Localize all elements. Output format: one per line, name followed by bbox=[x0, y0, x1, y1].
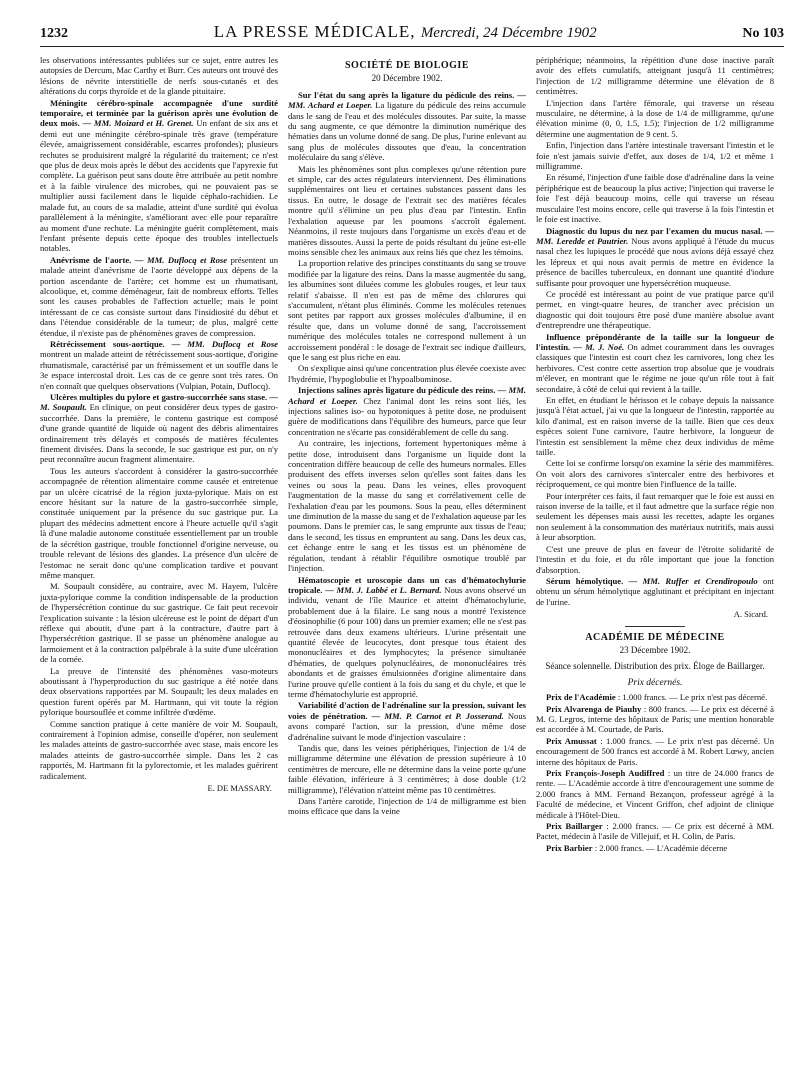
paragraph-text: les observations intéressantes publiées sur ce sujet, entre autres les autopsies de Dercum, Mac Carthy et Burr. Ces auteurs ont trouvé des lésions de névrite interstitielle de nerfs sous-cutanés et des altérations du corps thyroïde et de la glande pituitaire. bbox=[40, 55, 278, 97]
article-authors: — MM. J. Labbé et L. Bernard. bbox=[325, 584, 442, 595]
paragraph-text: C'est une preuve de plus en faveur de l'étroite solidarité de l'intestin et du foie, et du rôle important que joue la fonction d'absorption. bbox=[536, 543, 774, 575]
article-title: Sur l'état du sang après la ligature du pédicule des reins. bbox=[298, 89, 515, 100]
paragraph-text: Nous avons comparé l'action, sur la pression, d'une même dose d'adrénaline suivant le mode d'injection vasculaire : bbox=[288, 710, 526, 742]
paragraph-text: Mais les phénomènes sont plus complexes qu'une rétention pure et simple, car des actes régulateurs interviennent. Des éliminations supplémentaires ont lieu et certaines substances passent dans les tissus. En outre, le dosage de l'extrait sec des matières fécales montre qu'il s'élimine un peu plus d'eau par l'intestin. Enfin l'exhalation aqueuse par les poumons s'accroît également. Néanmoins, il reste toujours dans l'organisme un excès d'eau et de matières dissoutes. Aussi la perte de poids résultant du jeûne est-elle moins sensible chez les animaux aux reins liés que chez les témoins. bbox=[288, 163, 526, 257]
article-paragraph bbox=[40, 255, 278, 338]
column-3-body bbox=[536, 55, 774, 607]
article-authors: — MM. Achard et Loeper. bbox=[288, 89, 526, 111]
paragraph-text: On s'explique ainsi qu'une concentration plus élevée coexiste avec l'hydrémie, l'hypoglobulie et l'hypoalbuminose. bbox=[288, 363, 526, 384]
columns bbox=[40, 55, 784, 1075]
paragraph bbox=[536, 289, 774, 331]
article-paragraph bbox=[536, 576, 774, 607]
article-title: Influence prépondérante de la taille sur la longueur de l'intestin. bbox=[536, 331, 774, 352]
paragraph bbox=[536, 458, 774, 489]
paragraph bbox=[40, 666, 278, 718]
section-subtitle: Séance solennelle. Distribution des prix. Éloge de Baillarger. bbox=[545, 661, 765, 672]
paragraph-text: M. Soupault considère, au contraire, avec M. Hayem, l'ulcère juxta-pylorique comme la condition indispensable de la production de l'hypersécrétion continue du suc gastrique. Ce fait peut recevoir l'explication suivante : la lésion ulcéreuse est le point de départ d'un réflexe qui aboutit, d'une part à la contracture, d'autre part à l'hypersécrétion gastrique. Il se passe un phénomène analogue au larmoiement et à la contraction palpébrale à la suite d'une ulcération de la cornée. bbox=[40, 581, 278, 665]
paragraph bbox=[40, 719, 278, 781]
divider bbox=[625, 626, 685, 627]
page-number: 1232 bbox=[40, 26, 68, 41]
paragraph bbox=[536, 172, 774, 224]
article-paragraph bbox=[40, 392, 278, 465]
article-title: Injections salines après ligature du pédicule des reins. bbox=[298, 385, 496, 396]
article-paragraph bbox=[40, 98, 278, 254]
paragraph bbox=[40, 55, 278, 97]
article-title: Ulcères multiples du pylore et gastro-succorrhée sans stase. bbox=[50, 392, 268, 402]
paragraph-text: périphérique; néanmoins, la répétition d'une dose inactive paraît avoir des effets cumulatifs, atteignant jusqu'à 11 centimètres; l'injection de 1/2 milligramme détermine une élévation de 8 centimètres. bbox=[536, 55, 774, 97]
prize-text: : 1.000 francs. — Le prix n'est pas décerné. Un encouragement de 500 francs est accordé à M. Robert Lœwy, ancien interne des hôpitaux de Paris. bbox=[536, 735, 774, 767]
journal-title bbox=[214, 22, 597, 42]
paragraph-text: Nous avons appliqué à l'étude du mucus nasal chez les lupiques le procédé que nous avions déjà essayé chez les lépreux et qui nous avait permis de mettre en évidence la présence de bacilles tuberculeux, en donnant une quantité d'iodure suffisante pour provoquer une hypersécrétion muqueuse. bbox=[536, 235, 774, 288]
prize-text: : 800 francs. — Le prix est décerné à M. G. Legros, interne des hôpitaux de Paris; une mention honorable est accordée à M. Courtade, de Paris. bbox=[536, 703, 774, 735]
paragraph-text: La preuve de l'intensité des phénomènes vaso-moteurs aboutissant à l'hyperproduction du suc gastrique a été notée dans deux observations rapportées par M. Soupault; les deux malades en question furent opérés par M. Hartmann, qui vit toute la région pylorique boursouflée et comme infiltrée d'œdème. bbox=[40, 665, 278, 718]
article-title: Anévrisme de l'aorte. bbox=[50, 254, 132, 265]
prize-entry bbox=[536, 768, 774, 820]
prize-name: Prix Alvarenga de Piauhy bbox=[546, 703, 642, 714]
paragraph-text: Dans l'artère carotide, l'injection de 1/4 de milligramme est bien moins efficace que dans la veine bbox=[288, 796, 526, 817]
paragraph bbox=[536, 491, 774, 543]
paragraph bbox=[40, 581, 278, 664]
article-paragraph bbox=[40, 339, 278, 391]
paragraph-text: ont obtenu un sérum hémolytique agglutinant et précipitant en injectant de l'urine. bbox=[536, 575, 774, 607]
article-paragraph bbox=[536, 226, 774, 288]
paragraph-text: L'injection dans l'artère fémorale, qui traverse un réseau musculaire, ne détermine, à la dose de 1/4 de milligramme, qu'une élévation minime (0, 0, 1.5, 1.5); l'injection de 1/2 milligramme détermine une augmentation de 9 cent. 5. bbox=[536, 97, 774, 139]
signature: E. DE MASSARY. bbox=[207, 783, 272, 794]
paragraph bbox=[536, 98, 774, 140]
signature: A. Sicard. bbox=[733, 609, 768, 620]
article-paragraph bbox=[288, 90, 526, 163]
article-title: Variabilité d'action de l'adrénaline sur la pression, suivant les voies de pénétration. bbox=[288, 700, 526, 721]
prize-name: Prix Baillarger bbox=[546, 821, 603, 832]
article-title: Hématoscopie et uroscopie dans un cas d'hématochylurie tropicale. bbox=[288, 574, 526, 595]
article-title: Méningite cérébro-spinale accompagnée d'une surdité temporaire, et terminée par la guérison après une évolution de deux mois. bbox=[40, 97, 278, 129]
section-title: SOCIÉTÉ DE BIOLOGIE bbox=[345, 60, 469, 71]
paragraph bbox=[288, 363, 526, 384]
paragraph-text: On admet couramment dans les ouvrages classiques que l'intestin est court chez les carnivores, long chez les herbivores. C'est contre cette assertion trop absolue que je voudrais m'élever, en montrant que le régime ne joue qu'un rôle tout à fait secondaire, à côté de celui qui revient à la taille. bbox=[536, 341, 774, 394]
article-authors: — MM. Duflocq et Rose bbox=[134, 254, 228, 265]
prize-name: Prix de l'Académie bbox=[546, 692, 616, 703]
paragraph-text: Tous les auteurs s'accordent à considérer la gastro-succorrhée accompagnée de rétention alimentaire comme causée et entretenue par un ulcère cicatrisé de la région juxta-pylorique. Mais on est encore hésitant sur la nature de la gastro-succorrhée simple, constituée uniquement par la présence du suc gastrique pur. La plupart des médecins admettent encore à l'heure actuelle qu'il s'agit là d'une maladie autonome constituée essentiellement par un trouble de la sécrétion gastrique, trouble fonctionnel d'origine nerveuse, ou trouble relevant de lésions des glandes. La présence d'un ulcère de l'estomac ne serait donc qu'une complication tardive et pouvant même manquer. bbox=[40, 465, 278, 580]
paragraph-text: La ligature du pédicule des reins accumule dans le sang de l'eau et des molécules dissoutes. Par suite, la masse du sang augmente, ce que démontre la diminution numérique des hématies dans un volume donné de sang. De plus, l'urine enlevant au sang plus de molécules dissoutes que d'eau, la concentration moléculaire du sang s'élève. bbox=[288, 100, 526, 163]
article-authors: — MM. Leredde et Pautrier. bbox=[536, 225, 774, 246]
paragraph bbox=[536, 544, 774, 575]
prize-text: : 2.000 francs. — Ce prix est décerné à MM. Pactet, médecin à l'asile de Villejuif, et H. Colin, de Paris. bbox=[536, 821, 774, 842]
prize-list bbox=[536, 692, 774, 853]
issue-number: No 103 bbox=[742, 26, 784, 41]
article-authors: — MM. Moizard et H. Grenet. bbox=[82, 118, 194, 129]
article-authors: — MM. Achard et Loeper. bbox=[288, 385, 526, 406]
prize-text: : 2.000 francs. — L'Académie décerne bbox=[592, 842, 728, 853]
paragraph bbox=[536, 55, 774, 97]
paragraph-text: Au contraire, les injections, fortement hypertoniques même à petite dose, introduisent dans l'organisme un liquide dont la concentration diffère beaucoup de celle des humeurs normales. Elles produisent des effets inverses selon qu'elles sont faites dans les veines ou sous la peau. Dans les veines, elles provoquent l'augmentation de la masse du sang et corrélativement celle de l'exhalation d'eau par les poumons. Sous la peau, elles déterminent une diminution de la masse du sang et de l'exhalation aqueuse par les poumons. Dans le premier cas, le sang emprunte aux tissus de l'eau; dans le second, les tissus en empruntent au sang. Dans les deux cas, cet échange entre le sang et les tissus est un phénomène de régulation, tendant à rétablir l'équilibre osmotique troublé par l'injection. bbox=[288, 438, 526, 574]
paragraph-text: En effet, en étudiant le hérisson et le cobaye depuis la naissance jusqu'à l'état actuel, j'ai vu que la longueur de l'intestin, rapportée au kilo d'animal, est en raison inverse de la taille. Bien que ces deux espèces soient l'une carnivore, l'autre herbivore, la longueur de l'intestin est sensiblement la même chez deux individus de même taille. bbox=[536, 395, 774, 458]
paragraph-text: Cette loi se confirme lorsqu'on examine la série des mammifères. On voit alors des carnivores s'intercaler entre des herbivores et réciproquement, ce qui montre bien l'influence de la taille. bbox=[536, 458, 774, 490]
paragraph-text: Tandis que, dans les veines périphériques, l'injection de 1/4 de milligramme détermine une élévation de pression supérieure à 10 centimètres de mercure, elle ne détermine dans la veine porte qu'une faible élévation, inférieure à 3 centimètres; à dose double (1/2 milligramme), l'élévation n'atteint même pas 10 centimètres. bbox=[288, 743, 526, 795]
prize-name: Prix François-Joseph Audiffred bbox=[546, 768, 665, 778]
article-title: Sérum hémolytique. bbox=[546, 575, 624, 586]
prize-name: Prix Barbier bbox=[546, 842, 593, 853]
paragraph bbox=[288, 258, 526, 362]
column-3 bbox=[536, 55, 774, 1075]
paragraph-text: Nous avons observé un individu, venant de l'île Maurice et atteint d'hématochylurie, probablement due à la filaire. Le sang nous a montré l'existence d'éosinophilie (6 pour 100) dans un premier examen; elle ne s'est pas retrouvée dans deux examens ultérieurs. L'urine présentait une quantité élevée de leucocytes, dont presque tous étaient des mononucléaires et des lymphocytes; la présence simultanée d'hématies, de quelques polynucléaires, de mononucléaires très abondants et de graisses émulsionnées d'origine alimentaire dans l'urine prouve qu'elle contient à la fois du sang et du chyle, et que le terme d'hématochylurie est approprié. bbox=[288, 584, 526, 699]
prize-entry bbox=[536, 843, 774, 853]
paragraph-text: Pour interpréter ces faits, il faut remarquer que le foie est aussi en raison inverse de la taille, et il faut admettre que la surface régie non seulement les dépenses mais aussi les recettes, adapte les organes non seulement à la consommation des matériaux nutritifs, mais aussi à leur absorption. bbox=[536, 490, 774, 543]
article-authors: — MM. Duflocq et Rose bbox=[171, 338, 278, 349]
paragraph-text: La proportion relative des principes constituants du sang se trouve modifiée par la ligature des reins. Dans la masse augmentée du sang, les albumines sont diluées comme les globules rouges, et leur taux relatif s'abaisse. Il n'en est pas de même des chlorures qui s'accumulent, n'étant plus éliminés. Comme les molécules retenues sont petites par rapport aux grosses molécules d'albumine, il en résulte que, dans un volume donné de sang, l'accroissement numérique des molécules totales ne correspond nullement à un accroissement pondéral : le dosage de l'extrait sec indique d'ailleurs, que le sang est plus riche en eau. bbox=[288, 258, 526, 362]
masthead bbox=[40, 22, 784, 47]
article-title: Diagnostic du lupus du nez par l'examen du mucus nasal. bbox=[546, 225, 763, 236]
paragraph bbox=[536, 395, 774, 457]
paragraph-text: En résumé, l'injection d'une faible dose d'adrénaline dans la veine périphérique est de beaucoup la plus active; l'injection qui traverse le foie l'est déjà beaucoup moins, celle qui traverse un réseau musculaire l'est moins encore, celle qui traverse à la fois l'intestin et le foie est inactive. bbox=[536, 172, 774, 225]
paragraph bbox=[288, 164, 526, 258]
section-date: 23 Décembre 1902. bbox=[619, 644, 691, 655]
article-authors: — MM. Ruffer et Crendiropoulo bbox=[628, 575, 758, 586]
prize-entry bbox=[536, 821, 774, 842]
column-1 bbox=[40, 55, 278, 1075]
column-2-body bbox=[288, 90, 526, 817]
article-title: Rétrécissement sous-aortique. bbox=[50, 338, 165, 349]
paragraph bbox=[288, 743, 526, 795]
prize-entry bbox=[536, 704, 774, 735]
paragraph-text: montrent un malade atteint de rétrécissement sous-aortique, d'origine rhumatismale, caractérisé par un frémissement et un souffle dans le 3e espace intercostal droit. Les cas de ce genre sont très rares. On n'en connaît que quelques observations (Vulpian, Potain, Duflocq). bbox=[40, 349, 278, 391]
prize-text: : 1.000 francs. — Le prix n'est pas décerné. bbox=[615, 692, 768, 703]
prize-text: : un titre de 24.000 francs de rente. — L'Académie accorde à titre d'encouragement une somme de 2.000 francs à MM. Fernand Bezançon, professeur agrégé à la Faculté de médecine, et Vincent Griffon, chef adjoint de clinique médicale à l'Hôtel-Dieu. bbox=[536, 768, 774, 820]
section-title: ACADÉMIE DE MÉDECINE bbox=[585, 631, 725, 643]
article-authors: — M. J. Noé. bbox=[573, 341, 625, 352]
paragraph-text: présentent un malade atteint d'anévrisme de l'aorte développé aux dépens de la portion ascendante de l'artère; cet homme est un rhumatisant, alcoolique, et, comme déménageur, fait de nombreux efforts. Telles sont les causes probables de l'affection actuelle; mais le point intéressant de ce cas consiste surtout dans l'insidiosité du début et dans l'étendue considérable de la tumeur; de plus, malgré cette étendue, il n'existe pas de phénomènes graves de compression. bbox=[40, 254, 278, 338]
paragraph-text: Chez l'animal dont les reins sont liés, les injections salines iso- ou hypotoniques à petite dose, ne produisent guère de modifications dans l'équilibre des humeurs, parce que leur concentration ne s'écarte pas considérablement de celle du sang. bbox=[288, 395, 526, 437]
paragraph bbox=[288, 438, 526, 573]
article-paragraph bbox=[288, 700, 526, 742]
article-paragraph bbox=[536, 332, 774, 394]
article-authors: — MM. P. Carnot et P. Josserand. bbox=[371, 710, 504, 721]
column-2 bbox=[288, 55, 526, 1075]
section-date: 20 Décembre 1902. bbox=[371, 73, 443, 84]
paragraph-text: En clinique, on peut considérer deux types de gastro-succorrhée. Dans la première, le contenu gastrique est composé d'une grande quantité de liquide où nagent des débris alimentaires ordinairement très délayés et composés de matières féculentes finement divisées. Dans la seconde, le suc gastrique est pur, on n'y peut reconnaître aucun fragment alimentaire. bbox=[40, 402, 278, 465]
paragraph-text: Enfin, l'injection dans l'artère intestinale traversant l'intestin et le foie n'est jamais suivie d'effet, aux doses de 1/4, 1/2 et même 1 milligramme. bbox=[536, 140, 774, 172]
paragraph bbox=[536, 140, 774, 171]
paragraph-text: Ce procédé est intéressant au point de vue pratique parce qu'il permet, en vingt-quatre heures, de trancher avec précision un diagnostic qui doit toujours être posé d'une manière absolue avant d'entreprendre une thérapeutique. bbox=[536, 288, 774, 331]
article-paragraph bbox=[288, 575, 526, 700]
paragraph bbox=[40, 466, 278, 580]
prize-name: Prix Amussat bbox=[546, 735, 597, 746]
paragraph bbox=[288, 796, 526, 817]
paragraph-text: Comme sanction pratique à cette manière de voir M. Soupault, contrairement à l'opinion admise, conseille d'opérer, non seulement les malades atteints de gastro-succorrhée avec stase, mais encore les malades atteints de gastro-succorrhée simple. Dans les 2 cas rapportés, M. Hartmann fit la pylorectomie, et les malades guérirent radicalement. bbox=[40, 718, 278, 781]
issue-date: Mercredi, 24 Décembre 1902 bbox=[420, 25, 597, 41]
article-paragraph bbox=[288, 385, 526, 437]
prizes-heading: Prix décernés. bbox=[627, 677, 683, 688]
article-authors: — M. Soupault. bbox=[40, 392, 278, 413]
journal-name: LA PRESSE MÉDICALE, bbox=[213, 22, 416, 41]
paragraph-text: Un enfant de six ans et demi eut une méningite cérébro-spinale très grave (température élevée, amaigrissement considérable, escarres profondes); plusieurs rechutes se produisirent malgré la régularité du traitement; ce n'est que plus de deux mois après le début des accidents que l'apyrexie fut complète. La guérison peut sans doute être attribuée au petit nombre et à la faible virulence des microbes, qui ne pouvaient pas se multiplier aussi facilement dans le liquide céphalo-rachidien. Le malade fut, au cours de sa maladie, atteint d'une surdité qui évolua parallèlement à la méningite, s'améliorant avec elle pour reparaître au moment d'une rechute. La méningite guérit complètement, mais l'enfant présente depuis cette époque des troubles intellectuels notables. bbox=[40, 118, 278, 254]
prize-entry bbox=[536, 736, 774, 767]
prize-entry bbox=[536, 692, 774, 702]
